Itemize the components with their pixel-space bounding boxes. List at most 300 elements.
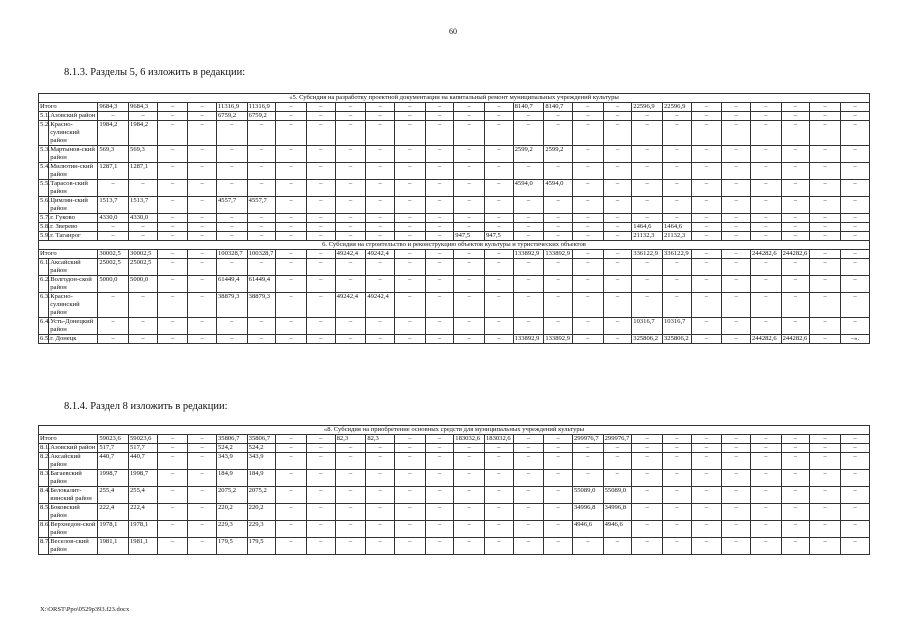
value-cell: – bbox=[632, 487, 663, 504]
value-cell: – bbox=[513, 223, 544, 232]
value-cell: – bbox=[188, 214, 217, 223]
value-cell: – bbox=[691, 470, 722, 487]
value-cell: – bbox=[276, 318, 307, 335]
value-cell: – bbox=[484, 197, 513, 214]
value-cell: – bbox=[722, 180, 751, 197]
value-cell: – bbox=[632, 538, 663, 555]
value-cell: – bbox=[425, 453, 454, 470]
municipality-name: Боковский район bbox=[49, 504, 98, 521]
value-cell: – bbox=[662, 521, 691, 538]
value-cell: – bbox=[484, 444, 513, 453]
value-cell: – bbox=[307, 259, 336, 276]
value-cell: – bbox=[129, 293, 158, 318]
value-cell: – bbox=[306, 444, 335, 453]
value-cell: – bbox=[781, 112, 810, 121]
value-cell: – bbox=[247, 223, 276, 232]
value-cell: – bbox=[484, 293, 513, 318]
value-cell: – bbox=[276, 197, 307, 214]
value-cell: – bbox=[484, 504, 513, 521]
value-cell: – bbox=[632, 121, 663, 146]
value-cell: 244282,6 bbox=[750, 335, 781, 344]
value-cell: 49242,4 bbox=[366, 250, 395, 259]
row-number: 5.5. bbox=[39, 180, 49, 197]
value-cell: – bbox=[425, 444, 454, 453]
value-cell: – bbox=[157, 504, 188, 521]
value-cell: – bbox=[307, 163, 336, 180]
value-cell: – bbox=[840, 318, 869, 335]
value-cell: – bbox=[781, 538, 810, 555]
row-number: 6.1. bbox=[39, 259, 49, 276]
value-cell: – bbox=[394, 112, 425, 121]
value-cell: 5000,0 bbox=[98, 276, 129, 293]
value-cell: – bbox=[157, 197, 188, 214]
value-cell: – bbox=[157, 214, 188, 223]
value-cell: 35806,7 bbox=[216, 435, 247, 444]
value-cell: – bbox=[544, 197, 573, 214]
value-cell: – bbox=[454, 444, 485, 453]
value-cell: – bbox=[632, 259, 663, 276]
value-cell: – bbox=[276, 335, 307, 344]
value-cell: – bbox=[157, 335, 188, 344]
value-cell: 244282,6 bbox=[781, 250, 810, 259]
value-cell: 343,9 bbox=[247, 453, 276, 470]
value-cell: – bbox=[454, 521, 485, 538]
value-cell: – bbox=[484, 259, 513, 276]
table-row bbox=[39, 504, 870, 521]
value-cell: – bbox=[335, 214, 366, 223]
value-cell: – bbox=[484, 180, 513, 197]
value-cell: – bbox=[129, 318, 158, 335]
row-number: 8.4. bbox=[39, 487, 49, 504]
value-cell: – bbox=[98, 335, 129, 344]
value-cell: – bbox=[810, 112, 841, 121]
value-cell: – bbox=[335, 521, 366, 538]
value-cell: – bbox=[572, 293, 603, 318]
table-row bbox=[39, 232, 870, 241]
value-cell: – bbox=[188, 180, 217, 197]
value-cell: – bbox=[691, 250, 722, 259]
value-cell: – bbox=[366, 112, 395, 121]
value-cell: – bbox=[603, 470, 632, 487]
value-cell: – bbox=[335, 318, 366, 335]
value-cell: – bbox=[603, 223, 632, 232]
value-cell: – bbox=[394, 163, 425, 180]
value-cell: 244282,6 bbox=[781, 335, 810, 344]
value-cell: – bbox=[335, 335, 366, 344]
table-row bbox=[39, 521, 870, 538]
value-cell: – bbox=[394, 180, 425, 197]
value-cell: – bbox=[810, 335, 841, 344]
value-cell: – bbox=[691, 163, 722, 180]
value-cell: – bbox=[750, 453, 781, 470]
value-cell: – bbox=[484, 250, 513, 259]
value-cell: – bbox=[750, 276, 781, 293]
value-cell: – bbox=[603, 163, 632, 180]
value-cell: – bbox=[454, 487, 485, 504]
value-cell: – bbox=[662, 470, 691, 487]
value-cell: – bbox=[366, 180, 395, 197]
value-cell: – bbox=[484, 103, 513, 112]
value-cell: – bbox=[425, 197, 454, 214]
value-cell: – bbox=[157, 180, 188, 197]
value-cell: – bbox=[662, 214, 691, 223]
value-cell: 4330,0 bbox=[98, 214, 129, 223]
value-cell: – bbox=[722, 163, 751, 180]
value-cell: 1984,2 bbox=[98, 121, 129, 146]
value-cell: – bbox=[394, 121, 425, 146]
value-cell: – bbox=[781, 276, 810, 293]
value-cell: – bbox=[425, 259, 454, 276]
value-cell: – bbox=[157, 103, 188, 112]
value-cell: – bbox=[157, 163, 188, 180]
value-cell: – bbox=[544, 293, 573, 318]
municipality-name: Тарасов-ский район bbox=[49, 180, 98, 197]
section-heading-814: 8.1.4. Раздел 8 изложить в редакции: bbox=[64, 401, 228, 412]
value-cell: 1513,7 bbox=[98, 197, 129, 214]
municipality-name: г. Зверево bbox=[49, 223, 98, 232]
value-cell: – bbox=[425, 435, 454, 444]
row-number: 8.6. bbox=[39, 521, 49, 538]
section-title-row bbox=[39, 426, 870, 435]
row-number: 8.2. bbox=[39, 453, 49, 470]
value-cell: – bbox=[632, 521, 663, 538]
value-cell: – bbox=[750, 146, 781, 163]
value-cell: – bbox=[513, 232, 544, 241]
value-cell: – bbox=[662, 293, 691, 318]
value-cell: – bbox=[335, 146, 366, 163]
value-cell: 569,3 bbox=[98, 146, 129, 163]
value-cell: 179,5 bbox=[216, 538, 247, 555]
value-cell: – bbox=[513, 318, 544, 335]
value-cell: – bbox=[276, 293, 307, 318]
value-cell: – bbox=[335, 453, 366, 470]
value-cell: – bbox=[157, 487, 188, 504]
value-cell: – bbox=[544, 112, 573, 121]
row-number: 5.8. bbox=[40, 223, 50, 230]
section-heading-813: 8.1.3. Разделы 5, 6 изложить в редакции: bbox=[64, 67, 246, 78]
value-cell: – bbox=[276, 487, 307, 504]
value-cell: – bbox=[247, 214, 276, 223]
value-cell: – bbox=[157, 444, 188, 453]
value-cell: – bbox=[722, 197, 751, 214]
value-cell: – bbox=[572, 197, 603, 214]
value-cell: – bbox=[247, 232, 276, 241]
value-cell: – bbox=[216, 232, 247, 241]
section-title-row bbox=[39, 241, 870, 250]
value-cell: 11316,9 bbox=[216, 103, 247, 112]
value-cell: 229,3 bbox=[216, 521, 247, 538]
value-cell: – bbox=[691, 487, 722, 504]
value-cell: 2075,2 bbox=[216, 487, 247, 504]
value-cell: – bbox=[335, 112, 366, 121]
value-cell: – bbox=[572, 259, 603, 276]
value-cell: – bbox=[425, 214, 454, 223]
value-cell: 947,5 bbox=[484, 232, 513, 241]
value-cell: – bbox=[335, 103, 366, 112]
value-cell: – bbox=[632, 470, 663, 487]
value-cell: – bbox=[454, 335, 485, 344]
value-cell: – bbox=[513, 197, 544, 214]
value-cell: – bbox=[750, 103, 781, 112]
value-cell: – bbox=[544, 163, 573, 180]
value-cell: – bbox=[425, 487, 454, 504]
value-cell: – bbox=[662, 435, 691, 444]
municipality-name: Милютин-ский район bbox=[49, 163, 98, 180]
value-cell: – bbox=[572, 223, 603, 232]
value-cell: – bbox=[691, 232, 722, 241]
section-title: «5. Субсидия на разработку проектной документации на капитальный ремонт муниципальных учреждений культуры bbox=[39, 94, 870, 103]
row-number: 5.3. bbox=[39, 146, 49, 163]
municipality-name: г. Таганрог bbox=[49, 232, 98, 241]
value-cell: – bbox=[157, 318, 188, 335]
value-cell: – bbox=[188, 197, 217, 214]
value-cell: – bbox=[129, 335, 158, 344]
value-cell: 1978,1 bbox=[129, 521, 158, 538]
municipality-name: Белокалит-винский район bbox=[49, 487, 98, 504]
value-cell: – bbox=[394, 103, 425, 112]
value-cell: – bbox=[306, 504, 335, 521]
value-cell: – bbox=[722, 470, 751, 487]
value-cell: – bbox=[572, 335, 603, 344]
table-row bbox=[39, 259, 870, 276]
value-cell: – bbox=[276, 538, 307, 555]
value-cell: – bbox=[307, 121, 336, 146]
value-cell: – bbox=[366, 197, 395, 214]
value-cell: – bbox=[157, 250, 188, 259]
value-cell: – bbox=[662, 146, 691, 163]
table-row bbox=[39, 318, 870, 335]
value-cell: – bbox=[691, 276, 722, 293]
value-cell: – bbox=[188, 223, 217, 232]
value-cell: – bbox=[662, 180, 691, 197]
value-cell: – bbox=[335, 232, 366, 241]
value-cell: – bbox=[544, 538, 573, 555]
value-cell: – bbox=[425, 250, 454, 259]
value-cell: – bbox=[484, 453, 513, 470]
value-cell: – bbox=[810, 453, 841, 470]
row-number: 5.2. bbox=[39, 121, 49, 146]
value-cell: – bbox=[722, 276, 751, 293]
value-cell: – bbox=[810, 121, 841, 146]
value-cell: – bbox=[335, 163, 366, 180]
value-cell: – bbox=[157, 521, 188, 538]
value-cell: – bbox=[484, 538, 513, 555]
value-cell: – bbox=[276, 103, 307, 112]
value-cell: – bbox=[603, 146, 632, 163]
value-cell: – bbox=[662, 259, 691, 276]
value-cell: – bbox=[454, 470, 485, 487]
value-cell: – bbox=[307, 112, 336, 121]
value-cell: – bbox=[276, 250, 307, 259]
row-number: 8.1. bbox=[40, 444, 50, 451]
value-cell: – bbox=[544, 259, 573, 276]
value-cell: – bbox=[840, 521, 869, 538]
value-cell: – bbox=[394, 146, 425, 163]
value-cell: – bbox=[691, 112, 722, 121]
row-number: 5.9. bbox=[40, 232, 50, 239]
value-cell: – bbox=[781, 453, 810, 470]
value-cell: – bbox=[247, 163, 276, 180]
value-cell: – bbox=[781, 232, 810, 241]
value-cell: 34996,8 bbox=[572, 504, 603, 521]
value-cell: – bbox=[691, 444, 722, 453]
value-cell: – bbox=[662, 163, 691, 180]
value-cell: 569,3 bbox=[129, 146, 158, 163]
value-cell: – bbox=[750, 223, 781, 232]
value-cell: – bbox=[394, 487, 425, 504]
value-cell: – bbox=[454, 112, 485, 121]
value-cell: – bbox=[335, 504, 366, 521]
value-cell: – bbox=[454, 504, 485, 521]
value-cell: 10316,7 bbox=[632, 318, 663, 335]
value-cell: – bbox=[544, 470, 573, 487]
value-cell: – bbox=[276, 276, 307, 293]
value-cell: – bbox=[544, 223, 573, 232]
value-cell: – bbox=[366, 223, 395, 232]
value-cell: – bbox=[781, 103, 810, 112]
value-cell: – bbox=[691, 121, 722, 146]
value-cell: – bbox=[188, 259, 217, 276]
value-cell: 59023,6 bbox=[98, 435, 129, 444]
value-cell: – bbox=[691, 521, 722, 538]
value-cell: – bbox=[425, 232, 454, 241]
value-cell: – bbox=[572, 180, 603, 197]
row-number: 6.4. bbox=[39, 318, 49, 335]
value-cell: – bbox=[691, 453, 722, 470]
value-cell: – bbox=[306, 435, 335, 444]
value-cell: – bbox=[572, 250, 603, 259]
value-cell: –». bbox=[840, 335, 869, 344]
value-cell: – bbox=[366, 276, 395, 293]
value-cell: – bbox=[840, 180, 869, 197]
value-cell: – bbox=[157, 112, 188, 121]
value-cell: 440,7 bbox=[98, 453, 129, 470]
value-cell: – bbox=[603, 197, 632, 214]
value-cell: – bbox=[394, 293, 425, 318]
value-cell: – bbox=[394, 538, 425, 555]
value-cell: – bbox=[425, 180, 454, 197]
value-cell: – bbox=[157, 146, 188, 163]
value-cell: – bbox=[603, 444, 632, 453]
value-cell: – bbox=[335, 538, 366, 555]
value-cell: – bbox=[691, 538, 722, 555]
table-row bbox=[39, 538, 870, 555]
section-title-row bbox=[39, 94, 870, 103]
value-cell: – bbox=[750, 444, 781, 453]
value-cell: – bbox=[306, 487, 335, 504]
value-cell: – bbox=[366, 103, 395, 112]
table-row bbox=[39, 121, 870, 146]
value-cell: – bbox=[662, 112, 691, 121]
value-cell: – bbox=[840, 444, 869, 453]
value-cell: – bbox=[781, 121, 810, 146]
value-cell: 255,4 bbox=[129, 487, 158, 504]
value-cell: 220,2 bbox=[247, 504, 276, 521]
value-cell: – bbox=[216, 163, 247, 180]
value-cell: 100328,7 bbox=[247, 250, 276, 259]
value-cell: – bbox=[840, 214, 869, 223]
value-cell: – bbox=[750, 112, 781, 121]
value-cell: – bbox=[632, 180, 663, 197]
value-cell: – bbox=[188, 470, 217, 487]
value-cell: – bbox=[425, 163, 454, 180]
value-cell: – bbox=[425, 521, 454, 538]
value-cell: – bbox=[335, 444, 366, 453]
value-cell: – bbox=[188, 276, 217, 293]
table-row bbox=[39, 435, 870, 444]
value-cell: – bbox=[603, 293, 632, 318]
value-cell: – bbox=[454, 197, 485, 214]
value-cell: 184,9 bbox=[216, 470, 247, 487]
value-cell: – bbox=[484, 487, 513, 504]
value-cell: 22596,9 bbox=[662, 103, 691, 112]
value-cell: – bbox=[662, 197, 691, 214]
value-cell: – bbox=[722, 318, 751, 335]
value-cell: – bbox=[662, 121, 691, 146]
value-cell: – bbox=[722, 112, 751, 121]
value-cell: – bbox=[572, 103, 603, 112]
value-cell: – bbox=[366, 470, 395, 487]
value-cell: – bbox=[513, 112, 544, 121]
value-cell: 49242,4 bbox=[335, 293, 366, 318]
value-cell: – bbox=[129, 180, 158, 197]
value-cell: – bbox=[810, 521, 841, 538]
row-number: 6.5. bbox=[40, 335, 50, 342]
value-cell: – bbox=[188, 232, 217, 241]
value-cell: 133892,9 bbox=[544, 335, 573, 344]
value-cell: – bbox=[484, 121, 513, 146]
value-cell: 61449,4 bbox=[247, 276, 276, 293]
value-cell: – bbox=[572, 163, 603, 180]
value-cell: – bbox=[454, 180, 485, 197]
value-cell: – bbox=[513, 121, 544, 146]
value-cell: – bbox=[750, 197, 781, 214]
value-cell: – bbox=[513, 163, 544, 180]
value-cell: – bbox=[366, 504, 395, 521]
value-cell: – bbox=[307, 197, 336, 214]
value-cell: – bbox=[484, 276, 513, 293]
section-title: 6. Субсидия на строительство и реконструкцию объектов культуры и туристических объектов bbox=[39, 241, 870, 250]
table-row bbox=[39, 223, 870, 232]
value-cell: – bbox=[572, 276, 603, 293]
value-cell: – bbox=[691, 318, 722, 335]
value-cell: – bbox=[513, 214, 544, 223]
value-cell: – bbox=[513, 487, 544, 504]
municipality-name: Красно-сулинский район bbox=[49, 293, 98, 318]
row-number: 5.7. bbox=[40, 214, 50, 221]
value-cell: – bbox=[810, 197, 841, 214]
value-cell: – bbox=[247, 180, 276, 197]
value-cell: – bbox=[662, 276, 691, 293]
value-cell: – bbox=[632, 293, 663, 318]
value-cell: – bbox=[781, 521, 810, 538]
value-cell: – bbox=[394, 444, 425, 453]
value-cell: – bbox=[722, 453, 751, 470]
value-cell: – bbox=[335, 276, 366, 293]
value-cell: – bbox=[632, 276, 663, 293]
value-cell: 255,4 bbox=[98, 487, 129, 504]
value-cell: – bbox=[188, 521, 217, 538]
value-cell: – bbox=[691, 259, 722, 276]
value-cell: – bbox=[306, 538, 335, 555]
value-cell: 524,2 bbox=[216, 444, 247, 453]
value-cell: – bbox=[781, 444, 810, 453]
value-cell: – bbox=[722, 293, 751, 318]
value-cell: – bbox=[454, 214, 485, 223]
value-cell: – bbox=[840, 232, 869, 241]
value-cell: – bbox=[307, 232, 336, 241]
value-cell: – bbox=[276, 180, 307, 197]
